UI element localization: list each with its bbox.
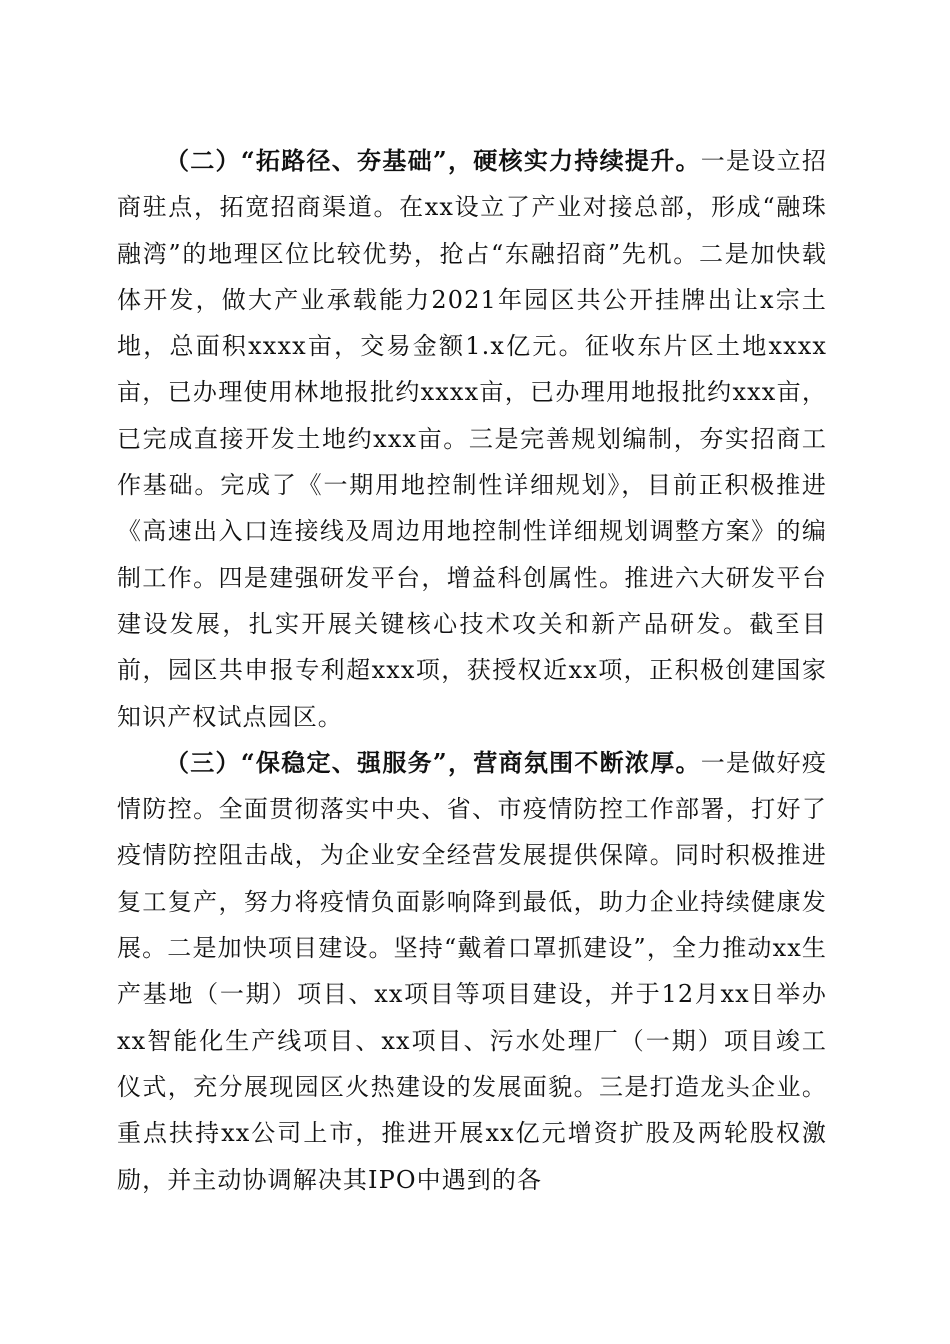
- paragraph-section-3: [117, 740, 827, 1203]
- section-2-heading: （二）“拓路径、夯基础”，硬核实力持续提升。: [165, 146, 701, 175]
- section-3-body: 一是做好疫情防控。全面贯彻落实中央、省、市疫情防控工作部署，打好了疫情防控阻击战，为企业安全经营发展提供保障。同时积极推进复工复产，努力将疫情负面影响降到最低，助力企业持续健康发展。二是加快项目建设。坚持“戴着口罩抓建设”，全力推动xx生产基地（一期）项目、xx项目等项目建设，并于12月xx日举办xx智能化生产线项目、xx项目、污水处理厂（一期）项目竣工仪式，充分展现园区火热建设的发展面貌。三是打造龙头企业。重点扶持xx公司上市，推进开展xx亿元增资扩股及两轮股权激励，并主动协调解决其IPO中遇到的各: [117, 748, 828, 1194]
- paragraph-section-2: [117, 138, 827, 740]
- section-3-heading: （三）“保稳定、强服务”，营商氛围不断浓厚。: [165, 747, 701, 777]
- section-2-body: 一是设立招商驻点，拓宽招商渠道。在xx设立了产业对接总部，形成“融珠融湾”的地理区位比较优势，抢占“东融招商”先机。二是加快载体开发，做大产业承载能力2021年园区共公开挂牌出让x宗土地，总面积xxxx亩，交易金额1.x亿元。征收东片区土地xxxx亩，已办理使用林地报批约xxxx亩，已办理用地报批约xxx亩，已完成直接开发土地约xxx亩。三是完善规划编制，夯实招商工作基础。完成了《一期用地控制性详细规划》，目前正积极推进《高速出入口连接线及周边用地控制性详细规划调整方案》的编制工作。四是建强研发平台，增益科创属性。推进六大研发平台建设发展，扎实开展关键核心技术攻关和新产品研发。截至目前，园区共申报专利超xxx项，获授权近xx项，正积极创建国家知识产权试点园区。: [117, 147, 828, 731]
- document-page: [117, 138, 827, 1203]
